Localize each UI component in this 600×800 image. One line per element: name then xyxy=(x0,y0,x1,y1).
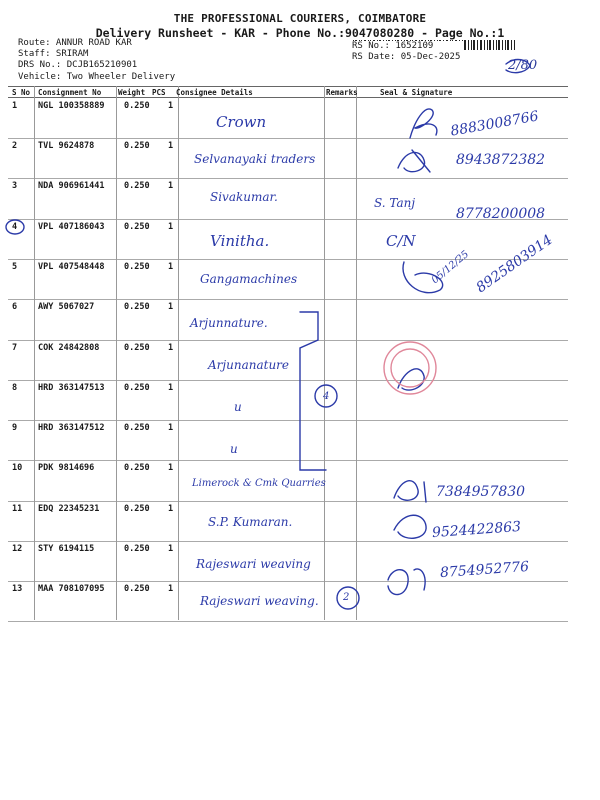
row-consignment: COK 24842808 xyxy=(38,343,100,353)
row-weight: 0.250 xyxy=(124,141,150,151)
drs-text: DRS No.: DCJB165210901 xyxy=(18,60,138,70)
row-consignment: MAA 708107095 xyxy=(38,584,105,594)
signature-row2 xyxy=(398,150,430,172)
circle-annotation-b-ring xyxy=(337,587,359,609)
col-header-weight: Weight xyxy=(118,88,146,97)
row-weight: 0.250 xyxy=(124,383,150,393)
handwritten-consignee: Rajeswari weaving xyxy=(196,557,311,571)
row-consignment: NGL 100358889 xyxy=(38,101,105,111)
runsheet-subtitle: Delivery Runsheet - KAR - Phone No.:9047080280 - Page No.:1 xyxy=(95,26,505,40)
row-sno: 13 xyxy=(12,584,23,594)
row-sno: 12 xyxy=(12,544,23,554)
row-consignment: HRD 363147512 xyxy=(38,423,105,433)
row-consignment: PDK 9814696 xyxy=(38,463,95,473)
row-consignment: EDQ 22345231 xyxy=(38,504,100,514)
row-pcs: 1 xyxy=(168,544,174,554)
row-weight: 0.250 xyxy=(124,181,150,191)
circle-annotation-a: 4 xyxy=(323,391,330,402)
handwritten-consignee: Vinitha. xyxy=(210,232,270,250)
col-header-seal: Seal & Signature xyxy=(380,88,453,97)
rs-no-text: RS No.: 1652109 xyxy=(352,41,464,52)
row-consignment: AWY 5067027 xyxy=(38,302,95,312)
signature-row12 xyxy=(388,569,425,595)
handwritten-consignee: Arjunanature xyxy=(208,358,290,372)
row-consignment: HRD 363147513 xyxy=(38,383,105,393)
handwritten-phone: 9524422863 xyxy=(431,518,522,542)
handwritten-phone: 8883008766 xyxy=(449,108,540,140)
handwritten-consignee: Gangamachines xyxy=(200,272,298,286)
row-consignment: NDA 906961441 xyxy=(38,181,105,191)
row-sno: 7 xyxy=(12,343,18,353)
row-sno: 9 xyxy=(12,423,18,433)
col-header-consignment: Consignment No xyxy=(38,88,102,97)
row-sno: 10 xyxy=(12,463,23,473)
handwritten-phone: 8925803914 xyxy=(473,231,556,297)
seal-stamp xyxy=(384,342,436,394)
company-title: THE PROFESSIONAL COURIERS, COIMBATORE xyxy=(173,12,427,25)
row-pcs: 1 xyxy=(168,302,174,312)
handwritten-phone: 8754952776 xyxy=(439,558,530,582)
row-weight: 0.250 xyxy=(124,544,150,554)
signature-row1 xyxy=(410,109,437,138)
rs-date-text: RS Date: 05-Dec-2025 xyxy=(352,52,464,63)
handwritten-date: 05/12/25 xyxy=(429,248,472,287)
row-sno: 8 xyxy=(12,383,18,393)
handwritten-consignee: Arjunnature. xyxy=(190,316,268,330)
corner-note: 2/80 xyxy=(508,58,538,73)
row-sno: 2 xyxy=(12,141,18,151)
handwritten-consignee: Selvanayaki traders xyxy=(194,152,316,166)
row-pcs: 1 xyxy=(168,181,174,191)
row-pcs: 1 xyxy=(168,101,174,111)
handwritten-consignee: Limerock & Cmk Quarries xyxy=(192,478,326,489)
row-weight: 0.250 xyxy=(124,101,150,111)
route-text: Route: ANNUR ROAD KAR xyxy=(18,38,132,48)
handwritten-consignee: Sivakumar. xyxy=(210,190,278,204)
row-weight: 0.250 xyxy=(124,463,150,473)
row-sno: 6 xyxy=(12,302,18,312)
handwritten-signature-text: S. Tanj xyxy=(374,196,416,210)
handwritten-consignee: S.P. Kumaran. xyxy=(208,515,293,529)
staff-text: Staff: SRIRAM xyxy=(18,49,89,59)
signature-row11 xyxy=(394,515,426,538)
row-consignment: STY 6194115 xyxy=(38,544,95,554)
row-pcs: 1 xyxy=(168,423,174,433)
row-pcs: 1 xyxy=(168,141,174,151)
row-consignment: TVL 9624878 xyxy=(38,141,95,151)
row-pcs: 1 xyxy=(168,343,174,353)
handwritten-signature-text: C/N xyxy=(386,232,416,250)
row-weight: 0.250 xyxy=(124,262,150,272)
row-sno: 4 xyxy=(12,222,18,232)
row-weight: 0.250 xyxy=(124,222,150,232)
handwritten-consignee: u xyxy=(234,400,242,414)
handwritten-consignee: Rajeswari weaving. xyxy=(200,594,319,608)
row-pcs: 1 xyxy=(168,504,174,514)
row-weight: 0.250 xyxy=(124,504,150,514)
row-consignment: VPL 407186043 xyxy=(38,222,105,232)
row-pcs: 1 xyxy=(168,463,174,473)
col-header-consignee: Consignee Details xyxy=(176,88,253,97)
row-pcs: 1 xyxy=(168,262,174,272)
signature-row10 xyxy=(394,481,426,502)
signature-row5 xyxy=(403,262,443,293)
circle-mark-row4 xyxy=(6,220,24,234)
row-pcs: 1 xyxy=(168,584,174,594)
row-sno: 1 xyxy=(12,101,18,111)
row-sno: 5 xyxy=(12,262,18,272)
row-weight: 0.250 xyxy=(124,423,150,433)
row-pcs: 1 xyxy=(168,222,174,232)
row-sno: 3 xyxy=(12,181,18,191)
bracket-line xyxy=(300,312,326,470)
handwritten-phone: 8778200008 xyxy=(456,206,546,222)
row-weight: 0.250 xyxy=(124,302,150,312)
row-sno: 11 xyxy=(12,504,23,514)
row-consignment: VPL 407548448 xyxy=(38,262,105,272)
circle-annotation-a-ring xyxy=(315,385,337,407)
row-weight: 0.250 xyxy=(124,584,150,594)
handwritten-phone: 7384957830 xyxy=(436,484,526,500)
row-pcs: 1 xyxy=(168,383,174,393)
handwritten-consignee: u xyxy=(230,442,238,456)
vehicle-text: Vehicle: Two Wheeler Delivery xyxy=(18,72,176,82)
row-weight: 0.250 xyxy=(124,343,150,353)
col-header-pcs: PCS xyxy=(152,88,166,97)
handwritten-consignee: Crown xyxy=(216,113,267,131)
col-header-sno: S No xyxy=(12,88,31,97)
circle-annotation-b: 2 xyxy=(343,592,350,603)
corner-scribble xyxy=(506,60,530,73)
col-header-remarks: Remarks xyxy=(326,88,358,97)
handwritten-phone: 8943872382 xyxy=(456,152,546,168)
